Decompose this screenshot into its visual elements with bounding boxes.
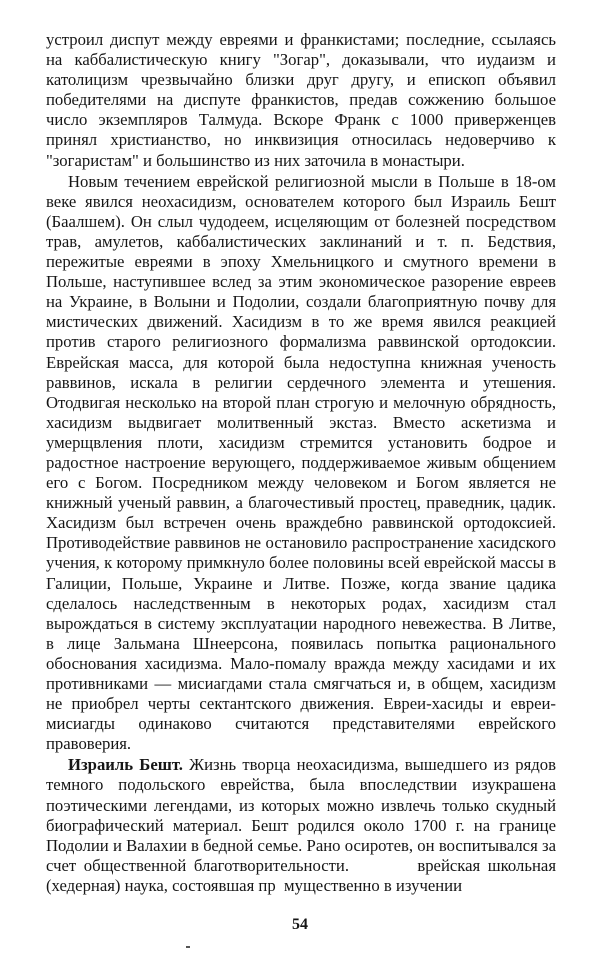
paragraph-3-lead: Израиль Бешт. (68, 755, 183, 775)
paragraph-1-text: устроил диспут между евреями и франкистами; последние, ссылаясь на каббалистическую книгу "Зогар", доказывали, что иудаизм и католицизм чрезвычайно близки друг другу, и епископ объявил победителями на диспуте франкистов, предав сожжению большое число экземпляров Талмуда. Вскоре Франк с 1000 приверженцев принял христианство, но инквизиция относилась недоверчиво к "зогаристам" и большинство из них заточила в монастыри. (46, 30, 556, 170)
paragraph-1 (46, 30, 556, 171)
paragraph-2-text: Новым течением еврейской религиозной мысли в Польше в 18-ом веке явился неохасидизм, основателем которого был Израиль Бешт (Баалшем). Он слыл чудодеем, исцеляющим от болезней посредством трав, амулетов, каббалистических заклинаний и т. п. Бедствия, пережитые евреями в эпоху Хмельницкого и смутного времени в Польше, наступившее вслед за этим экономическое разорение евреев на Украине, в Волыни и Подолии, создали благоприятную почву для мистических движений. Хасидизм в то же время явился реакцией против старого религиозного формализма раввинской ортодоксии. Еврейская масса, для которой была недоступна книжная ученость раввинов, искала в религии сердечного элемента и утешения. Отодвигая несколько на второй план строгую и мелочную обрядность, хасидизм выдвигает молитвенный экстаз. Вместо аскетизма и умерщвления плоти, хасидизм стремится установить бодрое и радостное настроение верующего, поддерживаемое живым общением его с Богом. Посредником между человеком и Богом является не книжный ученый раввин, а благочестивый простец, праведник, цадик. Хасидизм был встречен очень враждебно раввинской ортодоксией. Противодействие раввинов не остановило распространение хасидского учения, к которому примкнуло более половины всей еврейской массы в Галиции, Польше, Украине и Литве. Позже, когда звание цадика сделалось наследственным в некоторых родах, хасидизм стал вырождаться в систему эксплуатации народного невежества. В Литве, в лице Зальмана Шнеерсона, появилась попытка рационального обоснования хасидизма. Мало-помалу вражда между хасидами и их противниками — мисиагдами стала смягчаться и, в общем, хасидизм не приобрел черты сектантского движения. Евреи-хасиды и евреи-мисиагды одинаково считаются представителями еврейского правоверия. (46, 171, 556, 754)
page-body (46, 30, 556, 896)
paragraph-3 (46, 755, 556, 896)
page-number: 54 (292, 916, 308, 933)
paragraph-2 (46, 172, 556, 755)
paragraph-3-text: Жизнь творца неохасидизма, вышедшего из рядов темного подольского еврейства, была впоследствии изукрашена поэтическими легендами, из которых можно извлечь только скудный биографический материал. Бешт родился около 1700 г. на границе Подолии и Валахии в бедной семье. Рано осиротев, он воспитывался за счет общественной благотворительности. врейская школьная (хедерная) наука, состоявшая пр мущественно в изучении (46, 755, 556, 895)
print-speck (186, 946, 190, 948)
